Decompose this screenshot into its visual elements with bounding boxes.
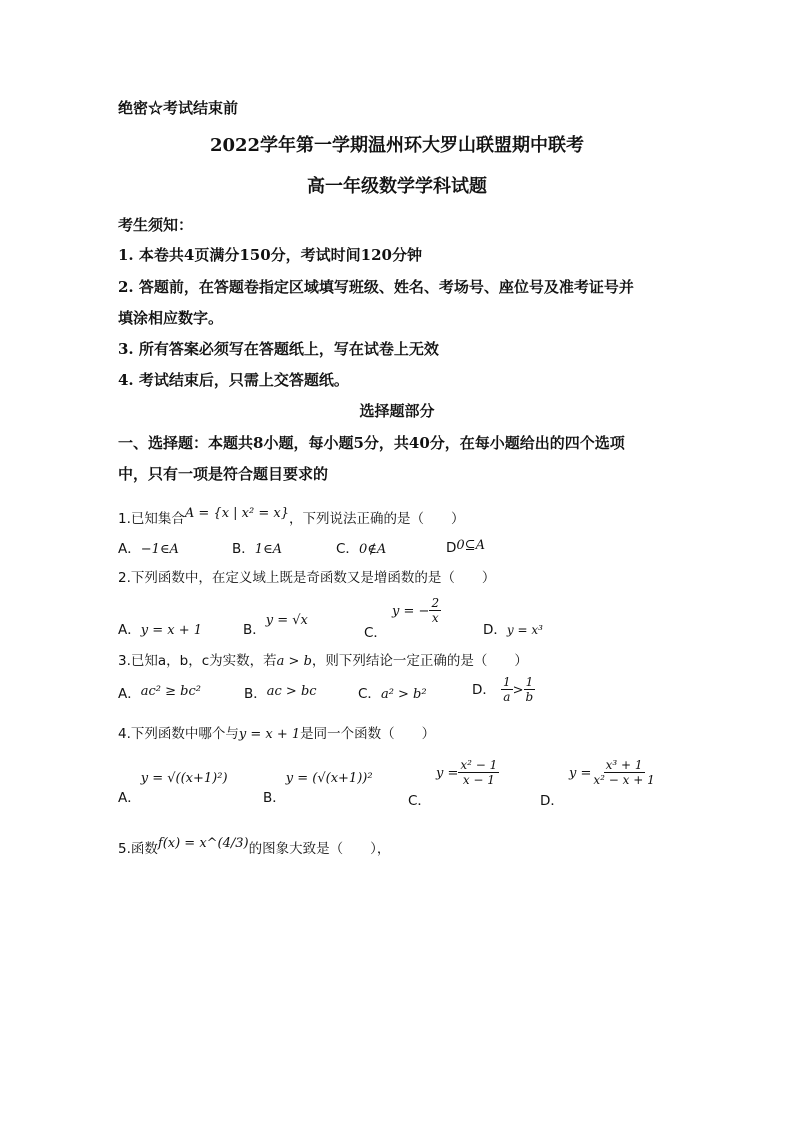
question-2-stem: 2.下列函数中，在定义域上既是奇函数又是增函数的是（ ） (118, 570, 496, 586)
question-3-option-d: D． $\frac{1}{a}$ > $\frac{1}{b}$ (472, 675, 534, 704)
question-3-option-a: A．ac² ≥ bc² (118, 684, 201, 702)
section-label: 选择题部分 (359, 402, 435, 420)
question-3-stem: 3.已知a，b，c为实数，若a > b，则下列结论一定正确的是（ ） (118, 653, 528, 669)
question-1-option-c: C．0∉A (336, 541, 387, 557)
question-4-option-a: $_{A.}$y = √((x+1)²) (118, 771, 228, 806)
notice-heading: 考生须知： (118, 216, 194, 234)
section-intro: 中，只有一项是符合题目要求的 (118, 465, 329, 483)
section-intro: 一、选择题：本题共8小题，每小题5分，共40分，在每小题给出的四个选项 (118, 434, 625, 452)
notice-item: 4. 考试结束后，只需上交答题纸。 (118, 371, 349, 389)
question-4-option-c: $_{C.}$ y = $\frac{\text{x² − 1}}{x - 1}$ (408, 758, 498, 809)
question-2-option-c: $_{C.}$ y = − $\frac{2}{x}$ (364, 596, 440, 641)
question-2-option-a: A．y = x + 1 (118, 622, 203, 638)
set-expression: A = {x | x² = x} (184, 506, 289, 521)
notice-item: 3. 所有答案必须写在答题纸上，写在试卷上无效 (118, 340, 439, 358)
exam-subtitle: 高一年级数学学科试题 (307, 176, 487, 197)
notice-item: 填涂相应数字。 (118, 309, 224, 327)
question-1-option-b: B．1∈A (232, 541, 283, 557)
secret-mark: 绝密☆考试结束前 (118, 99, 239, 117)
question-4-option-d: $_{D.}$ y = $\frac{\text{x³ + 1}}{\text{x² − x + 1}}$ (540, 758, 655, 809)
question-2-option-b: $_{B.}^{y = √x}$ (243, 613, 308, 638)
question-4-stem: 4.下列函数中哪个与y = x + 1是同一个函数（ ） (118, 726, 436, 742)
notice-item: 2. 答题前，在答题卷指定区域填写班级、姓名、考场号、座位号及准考证号并 (118, 278, 634, 296)
question-1-option-a: A．−1∈A (118, 541, 179, 557)
function-expression: f(x) = x^(4/3) (157, 836, 249, 851)
question-5-stem: 5.函数f(x) = x^(4/3)的图象大致是（ ）， (118, 836, 391, 857)
question-3-option-b: B．ac > bc (244, 684, 317, 702)
notice-item: 1. 本卷共4页满分150分，考试时间120分钟 (118, 246, 422, 264)
question-1-option-d: D0⊆A (446, 538, 485, 556)
exam-title: 2022学年第一学期温州环大罗山联盟期中联考 (209, 135, 585, 156)
question-4-option-b: $_{B.}$y = (√(x+1))² (263, 771, 373, 806)
question-3-option-c: C．a² > b² (358, 686, 427, 702)
question-1-stem: 1.已知集合A = {x | x² = x}，下列说法正确的是（ ） (118, 506, 465, 527)
question-2-option-d: D．y = x³ (483, 622, 543, 638)
